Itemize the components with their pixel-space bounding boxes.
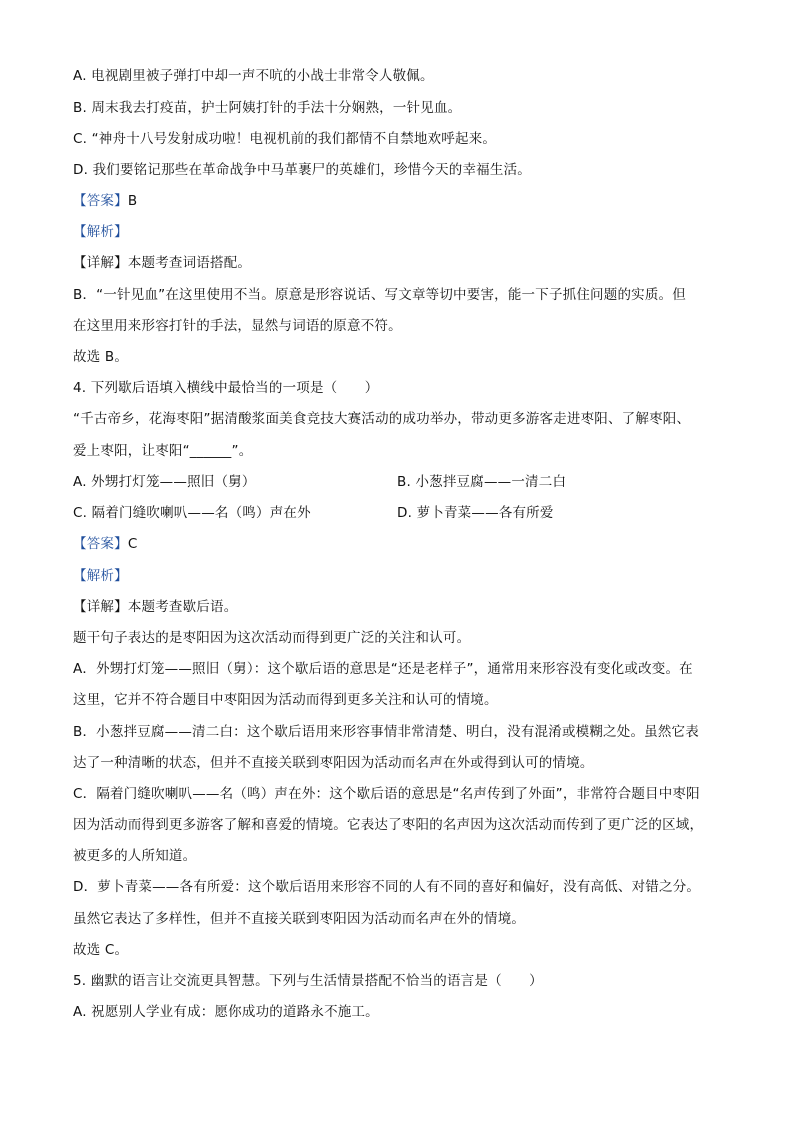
q4-passage-line: 爱上枣阳，让枣阳“______”。 — [73, 443, 253, 459]
q4-detail — [73, 597, 733, 617]
detail-tag: 【详解】 — [73, 255, 128, 271]
detail-text: 本题考查歇后语。 — [127, 599, 238, 615]
q4-option-b: B. 小葱拌豆腐——一清二白 — [397, 474, 567, 490]
q4-options-row-2 — [73, 503, 733, 523]
q3-conclusion: 故选 B。 — [73, 349, 129, 365]
answer-value: B — [127, 193, 138, 209]
q4-explanation-line: D．萝卜青菜——各有所爱：这个歇后语用来形容不同的人有不同的喜好和偏好，没有高低、对错之分。 — [73, 879, 701, 895]
q4-stem: 4. 下列歇后语填入横线中最恰当的一项是（ ） — [73, 380, 379, 396]
q3-option-d: D. 我们要铭记那些在革命战争中马革裹尸的英雄们，珍惜今天的幸福生活。 — [73, 162, 531, 178]
q3-analysis-tag: 【解析】 — [73, 224, 128, 240]
q4-analysis-tag: 【解析】 — [73, 568, 128, 584]
q4-explanation-line: 题干句子表达的是枣阳因为这次活动而得到更广泛的关注和认可。 — [73, 630, 471, 646]
q4-explanation-line: C．隔着门缝吹喇叭——名（鸣）声在外：这个歇后语的意思是“名声传到了外面”，非常符合题目中枣阳 — [73, 786, 700, 802]
q3-option-c: C. “神舟十八号发射成功啦！电视机前的我们都情不自禁地欢呼起来。 — [73, 131, 497, 147]
q3-explanation-line: 在这里用来形容打针的手法，显然与词语的原意不符。 — [73, 318, 402, 334]
detail-text: 本题考查词语搭配。 — [127, 255, 252, 271]
answer-value: C — [127, 536, 138, 552]
detail-tag: 【详解】 — [73, 599, 128, 615]
q4-explanation-line: 因为活动而得到更多游客了解和喜爱的情境。它表达了枣阳的名声因为这次活动而传到了更广泛的区域， — [73, 817, 704, 833]
q5-option-a: A. 祝愿别人学业有成：愿你成功的道路永不施工。 — [73, 1004, 379, 1020]
q4-option-d: D. 萝卜青菜——各有所爱 — [397, 505, 554, 521]
q4-explanation-line: A．外甥打灯笼——照旧（舅）：这个歇后语的意思是“还是老样子”，通常用来形容没有变化或改变。在 — [73, 661, 693, 677]
q4-explanation-line: 这里，它并不符合题目中枣阳因为活动而得到更多关注和认可的情境。 — [73, 692, 498, 708]
q4-conclusion: 故选 C。 — [73, 942, 129, 958]
q4-option-a: A. 外甥打灯笼——照旧（舅） — [73, 474, 256, 490]
q4-explanation-line: 被更多的人所知道。 — [73, 848, 197, 864]
q4-explanation-line: 虽然它表达了多样性，但并不直接关联到枣阳因为活动而名声在外的情境。 — [73, 911, 526, 927]
q3-detail — [73, 253, 733, 273]
q3-option-b: B. 周末我去打疫苗，护士阿姨打针的手法十分娴熟，一针见血。 — [73, 100, 462, 116]
q5-stem: 5. 幽默的语言让交流更具智慧。下列与生活情景搭配不恰当的语言是（ ） — [73, 973, 543, 989]
q4-explanation-line: 达了一种清晰的状态，但并不直接关联到枣阳因为活动而名声在外或得到认可的情境。 — [73, 755, 594, 771]
q4-passage-line: “千古帝乡，花海枣阳”据清酸浆面美食竞技大赛活动的成功举办，带动更多游客走进枣阳、了解枣阳、 — [73, 411, 691, 427]
q4-options-row-1 — [73, 472, 733, 492]
answer-tag: 【答案】 — [73, 193, 128, 209]
q3-explanation-line: B．“一针见血”在这里使用不当。原意是形容说话、写文章等切中要害，能一下子抓住问题的实质。但 — [73, 287, 686, 303]
q3-answer — [73, 191, 733, 211]
answer-tag: 【答案】 — [73, 536, 128, 552]
q4-explanation-line: B．小葱拌豆腐——清二白：这个歇后语用来形容事情非常清楚、明白，没有混淆或模糊之处。虽然它表 — [73, 724, 699, 740]
q4-answer — [73, 534, 733, 554]
q4-option-c: C. 隔着门缝吹喇叭——名（鸣）声在外 — [73, 505, 311, 521]
q3-option-a: A. 电视剧里被子弹打中却一声不吭的小战士非常令人敬佩。 — [73, 68, 434, 84]
